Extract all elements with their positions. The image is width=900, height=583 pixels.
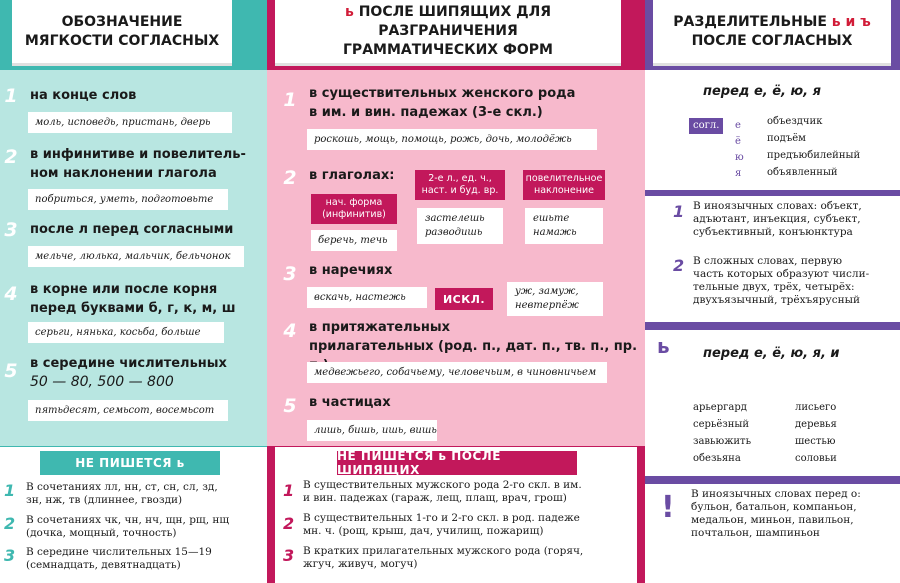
vowel-yu: ю [735, 152, 744, 163]
vowel-yo: ё [735, 136, 741, 147]
example-box: серьги, нянька, косьба, больше [28, 322, 224, 343]
column-1-header: ОБОЗНАЧЕНИЕ МЯГКОСТИ СОГЛАСНЫХ [12, 0, 232, 66]
tag-infinitive: нач. форма (инфинитив) [311, 194, 397, 224]
soft-sign-title: перед е, ё, ю, я, и [703, 346, 840, 361]
rule-number: 3 [4, 219, 18, 241]
exception-text: В сочетаниях лл, нн, ст, сн, сл, зд, зн, нж, тв (длиннее, гвозди) [26, 481, 218, 506]
exception-number: 1 [4, 481, 16, 500]
example-word: серьёзный [693, 419, 750, 430]
example-box: роскошь, мощь, помощь, рожь, дочь, молодёжь [307, 129, 597, 150]
example-word: деревья [795, 419, 837, 430]
example-box: пятьдесят, семьсот, восемьсот [28, 400, 228, 421]
example-word: арьергард [693, 402, 747, 413]
exception-text: В существительных мужского рода 2-го скл. в им. и вин. падежах (гараж, лещ, плащ, врач, грош) [303, 479, 582, 504]
example-box: ешьте намажь [525, 208, 603, 244]
column-separating-signs [645, 0, 900, 583]
rule-text: в наречиях [309, 263, 393, 278]
example-box: побриться, уметь, подготовьте [28, 189, 228, 210]
rule-text: В сложных словах, первую часть которых образуют числи- тельные двух, трёх, четырёх: двухъязычный, трёхъярусный [693, 255, 870, 306]
rule-text: в инфинитиве и повелитель- ном наклонении глагола [30, 147, 246, 181]
rule-text: на конце слов [30, 88, 137, 103]
exception-text: В середине числительных 15—19 (семнадцать, девятнадцать) [26, 546, 212, 571]
rule-number: 2 [283, 167, 297, 189]
example-box: мельче, люлька, мальчик, бельчонок [28, 246, 244, 267]
rule-number: 5 [4, 360, 18, 382]
hard-sign-title: перед е, ё, ю, я [703, 84, 821, 99]
example-box: лишь, бишь, ишь, вишь [307, 420, 437, 441]
rule-number: 4 [4, 283, 18, 305]
soft-sign-symbol: ь [657, 334, 670, 358]
example-word: объявленный [767, 167, 838, 178]
exception-text: В кратких прилагательных мужского рода (горяч, жгуч, живуч, могуч) [303, 545, 584, 570]
rules-panel [267, 70, 645, 446]
rule-text: в частицах [309, 395, 391, 410]
rule-text: в середине числительных 50 — 80, 500 — 800 [30, 356, 227, 390]
example-word: предъюбилейный [767, 150, 861, 161]
rule-text: в глаголах: [309, 168, 395, 183]
example-box: застелешь разводишь [417, 208, 503, 244]
rule-number: 1 [673, 202, 685, 221]
example-box: уж, замуж, невтерпёж [507, 282, 603, 316]
rule-number: 4 [283, 320, 297, 342]
vowel-ya: я [735, 168, 742, 179]
example-box: моль, исповедь, пристань, дверь [28, 112, 232, 133]
example-word: обезьяна [693, 453, 741, 464]
example-box: беречь, течь [311, 230, 397, 251]
example-word: шестью [795, 436, 836, 447]
example-word: завьюжить [693, 436, 752, 447]
example-box: медвежьего, собачьему, человечьим, в чиновничьем [307, 362, 607, 383]
consonant-label: согл. [689, 118, 723, 134]
exception-label: ИСКЛ. [435, 288, 493, 310]
rule-text: после л перед согласными [30, 222, 234, 237]
exception-number: 3 [4, 546, 16, 565]
example-word: объездчик [767, 116, 823, 127]
rule-number: 2 [4, 146, 18, 168]
exclamation-icon: ! [661, 490, 675, 525]
example-box: вскачь, настежь [307, 287, 427, 308]
rule-text: в притяжательных прилагательных (род. п., дат. п., тв. п., пр. [309, 320, 638, 354]
rule-number: 2 [673, 256, 685, 275]
column-3-header: РАЗДЕЛИТЕЛЬНЫЕ ь и ъ ПОСЛЕ СОГЛАСНЫХ [653, 0, 891, 66]
example-word: подъём [767, 133, 806, 144]
rule-number: 1 [4, 85, 18, 107]
exception-text: В существительных 1-го и 2-го скл. в род. падеже мн. ч. (рощ, крыш, дач, училищ, пожарищ) [303, 512, 580, 537]
example-word: лисьего [795, 402, 837, 413]
column-soft-sign-after-sibilants [267, 0, 645, 583]
rule-number: 1 [283, 89, 297, 111]
rule-text: В иноязычных словах: объект, адъютант, инъекция, субъект, субъективный, конъюнктура [693, 200, 862, 238]
rule-text: в существительных женского рода в им. и вин. падежах (3-е скл.) [309, 86, 576, 120]
exception-text: В сочетаниях чк, чн, нч, щн, рщ, нщ (дочка, мощный, точность) [26, 514, 230, 539]
exception-number: 3 [283, 546, 295, 565]
vowel-e: е [735, 120, 741, 131]
column-soft-sign [0, 0, 267, 583]
exception-number: 2 [4, 514, 16, 533]
exception-number: 1 [283, 481, 295, 500]
tag-imperative: повелительное наклонение [523, 170, 605, 200]
tag-second-person: 2-е л., ед. ч., наст. и буд. вр. [415, 170, 505, 200]
rule-number: 5 [283, 395, 297, 417]
not-written-banner: НЕ ПИШЕТСЯ ь ПОСЛЕ ШИПЯЩИХ [337, 451, 577, 475]
rule-text: в корне или после корня перед буквами б, г, к, м, ш [30, 282, 236, 316]
rule-number: 3 [283, 263, 297, 285]
not-written-banner: НЕ ПИШЕТСЯ ь [40, 451, 220, 475]
hard-sign-symbol: ъ [655, 74, 671, 98]
column-2-header: ь ПОСЛЕ ШИПЯЩИХ ДЛЯ РАЗГРАНИЧЕНИЯ ГРАММАТИЧЕСКИХ ФОРМ [275, 0, 621, 66]
example-word: соловьи [795, 453, 837, 464]
exception-number: 2 [283, 514, 295, 533]
rule-text: В иноязычных словах перед о: бульон, батальон, компаньон, медальон, миньон, павильон, почтальон, шампиньон [691, 488, 861, 539]
